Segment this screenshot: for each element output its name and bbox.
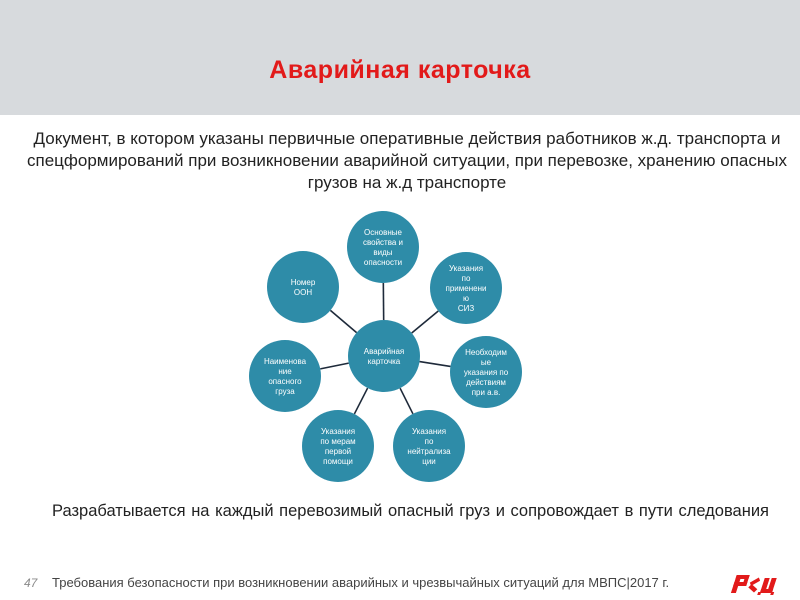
node-necessary [450, 336, 522, 408]
node-neutralization-label: Указания по нейтрализа ции [407, 427, 451, 466]
footer [0, 565, 800, 600]
node-properties-label: Основные свойства и виды опасности [362, 228, 404, 267]
node-cargo-name [249, 340, 321, 412]
rzd-logo [727, 568, 787, 598]
node-center [348, 320, 420, 392]
node-center-circle [348, 320, 420, 392]
spoke-necessary [420, 362, 451, 367]
footer-text: Требования безопасности при возникновении аварийных и чрезвычайных ситуаций для МВПС|2017 г. [52, 575, 670, 590]
node-necessary-label: Необходим ые указания по действиям при а.в. [463, 348, 509, 397]
node-first-aid-circle [302, 410, 374, 482]
node-un-number-circle [267, 251, 339, 323]
slide-title: Аварийная карточка [269, 56, 531, 84]
node-neutralization [393, 410, 465, 482]
node-properties [347, 211, 419, 283]
diagram-nodes [249, 211, 522, 482]
spoke-neutralization [400, 388, 413, 414]
node-properties-circle [347, 211, 419, 283]
spoke-first-aid [354, 388, 367, 414]
node-siz [430, 252, 502, 324]
spoke-un-number [330, 310, 356, 332]
node-un-number-label: Номер ООН [290, 278, 316, 297]
node-first-aid-label: Указания по мерам первой помощи [320, 427, 356, 466]
description-text: Документ, в котором указаны первичные оперативные действия работников ж.д. транспорта и спецформирований при возникновении аварийной ситуации, при перевозке, хранению опасных грузов на ж.д транспорте [26, 129, 787, 192]
node-neutralization-circle [393, 410, 465, 482]
node-un-number [267, 251, 339, 323]
spoke-cargo-name [320, 363, 348, 369]
spoke-siz [412, 311, 439, 333]
node-center-label: Аварийная карточка [363, 347, 405, 366]
node-siz-label: Указания по применени ю СИЗ [445, 264, 487, 313]
bottom-text: Разрабатывается на каждый перевозимый опасный груз и сопровождает в пути следования [52, 502, 769, 520]
page-number: 47 [24, 576, 38, 590]
node-cargo-name-label: Наименова ние опасного груза [263, 357, 307, 396]
node-first-aid [302, 410, 374, 482]
node-cargo-name-circle [249, 340, 321, 412]
